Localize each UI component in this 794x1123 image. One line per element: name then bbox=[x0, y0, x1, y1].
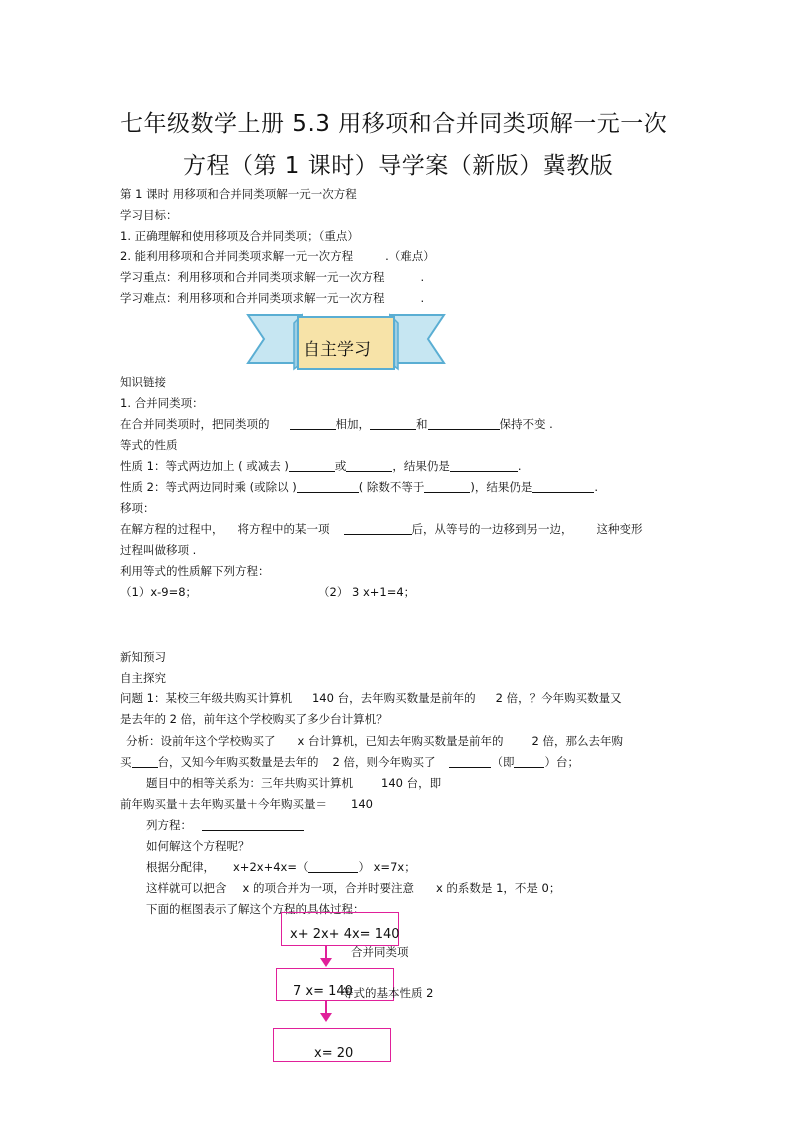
title-line-2: 方程（第 1 课时）导学案（新版）冀教版 bbox=[183, 153, 614, 179]
flow-box-1 bbox=[281, 912, 399, 946]
property-1-text: 或 bbox=[334, 459, 347, 473]
question-text: 2 倍，？今年购买数量又 bbox=[495, 691, 622, 705]
equation-2: （2） 3 x+1=4； bbox=[318, 585, 416, 599]
analysis-text: x 台计算机，已知去年购买数量是前年的 bbox=[297, 734, 504, 748]
move-rule-text: 后，从等号的一边移到另一边， bbox=[411, 522, 573, 536]
analysis-text: 买 bbox=[120, 755, 132, 769]
sum-text: 前年购买量＋去年购买量＋今年购买量＝ bbox=[120, 797, 327, 811]
equation-setup-line bbox=[146, 817, 304, 833]
difficult-point bbox=[120, 290, 424, 306]
blank[interactable] bbox=[428, 417, 500, 430]
property-2-text: 性质 2：等式两边同时乘 (或除以 ) bbox=[120, 480, 297, 494]
property-1-text: 性质 1：等式两边加上 ( 或减去 ) bbox=[120, 459, 289, 473]
analysis-text: 2 倍，则今年购买了 bbox=[332, 755, 436, 769]
merge-rule-text: 在合并同类项时，把同类项的 bbox=[120, 417, 270, 431]
blank[interactable] bbox=[450, 459, 518, 472]
blank[interactable] bbox=[424, 480, 470, 493]
difficult-point-dot: . bbox=[420, 291, 425, 305]
question-text: 140 台，去年购买数量是前年的 bbox=[311, 691, 476, 705]
property-2-text: ( 除数不等于 bbox=[358, 480, 425, 494]
blank[interactable] bbox=[344, 522, 412, 535]
move-rule-text: 将方程中的某一项 bbox=[237, 522, 330, 536]
analysis-text: 台，又知今年购买数量是去年的 bbox=[157, 755, 319, 769]
merge-rule-text: 相加， bbox=[335, 417, 370, 431]
flow-box-1-text: x+ 2x+ 4x= 140 bbox=[290, 927, 400, 942]
relation-text: 题目中的相等关系为：三年共购买计算机 bbox=[146, 776, 353, 790]
move-rule-text: 在解方程的过程中， bbox=[120, 522, 224, 536]
sum-text: 140 bbox=[351, 797, 373, 811]
blank[interactable] bbox=[370, 417, 416, 430]
flow-step-1-label: 合并同类项 bbox=[351, 945, 409, 959]
flow-box-3 bbox=[273, 1028, 391, 1062]
lesson-subtitle: 第 1 课时 用移项和合并同类项解一元一次方程 bbox=[120, 187, 357, 201]
blank[interactable] bbox=[289, 459, 335, 472]
sum-line bbox=[120, 796, 373, 812]
equation-setup-label: 列方程： bbox=[146, 818, 192, 832]
knowledge-item-1: 1. 合并同类项： bbox=[120, 396, 204, 410]
analysis-line-1 bbox=[126, 733, 623, 749]
analysis-text: 2 倍，那么去年购 bbox=[531, 734, 623, 748]
merge-note-text: x 的系数是 1，不是 0； bbox=[435, 881, 561, 895]
goal-2 bbox=[120, 248, 435, 264]
blank[interactable] bbox=[514, 755, 544, 768]
question-text: 问题 1：某校三年级共购买计算机 bbox=[120, 691, 292, 705]
relation-line bbox=[146, 775, 441, 791]
arrow-down-icon bbox=[320, 1013, 332, 1022]
property-1-text: ，结果仍是 bbox=[392, 459, 450, 473]
move-rule-end: 过程叫做移项 . bbox=[120, 543, 197, 557]
knowledge-title: 知识链接 bbox=[120, 375, 166, 389]
analysis-text: 分析：设前年这个学校购买了 bbox=[126, 734, 276, 748]
section-banner bbox=[246, 311, 446, 371]
distributive-text: 根据分配律， bbox=[146, 860, 215, 874]
goal-2-tag: .（难点） bbox=[385, 249, 435, 263]
equation-setup-blank[interactable] bbox=[202, 818, 304, 831]
flow-box-3-text: x= 20 bbox=[314, 1046, 354, 1061]
blank[interactable] bbox=[346, 459, 392, 472]
question-1-line-1 bbox=[120, 690, 622, 706]
distributive-line bbox=[146, 859, 416, 875]
flowchart-intro: 下面的框图表示了解这个方程的具体过程： bbox=[146, 902, 365, 916]
move-rule-text: 这种变形 bbox=[596, 522, 643, 536]
preview-title: 新知预习 bbox=[120, 650, 166, 664]
blank[interactable] bbox=[132, 755, 158, 768]
property-1-text: . bbox=[517, 459, 522, 473]
arrow-down-icon bbox=[320, 958, 332, 967]
blank[interactable] bbox=[532, 480, 594, 493]
explore-title: 自主探究 bbox=[120, 671, 166, 685]
how-to-solve: 如何解这个方程呢？ bbox=[146, 839, 250, 853]
question-1-line-2: 是去年的 2 倍，前年这个学校购买了多少台计算机？ bbox=[120, 712, 388, 726]
key-point bbox=[120, 269, 424, 285]
property-1-line bbox=[120, 458, 522, 474]
goal-1: 1. 正确理解和使用移项及合并同类项；（重点） bbox=[120, 229, 359, 243]
merge-note-text: 这样就可以把含 bbox=[146, 881, 227, 895]
use-property-prompt: 利用等式的性质解下列方程： bbox=[120, 564, 270, 578]
move-rule-line bbox=[120, 521, 643, 537]
property-2-text: )，结果仍是 bbox=[470, 480, 533, 494]
relation-text: 140 台，即 bbox=[381, 776, 442, 790]
goal-2-text: 2. 能利用移项和合并同类项求解一元一次方程 bbox=[120, 249, 354, 263]
blank[interactable] bbox=[290, 417, 336, 430]
distributive-text: ） x=7x； bbox=[358, 860, 416, 874]
coefficient-blank[interactable] bbox=[308, 860, 358, 873]
merge-note-text: x 的项合并为一项，合并时要注意 bbox=[242, 881, 414, 895]
key-point-text: 学习重点：利用移项和合并同类项求解一元一次方程 bbox=[120, 270, 385, 284]
blank[interactable] bbox=[449, 755, 491, 768]
analysis-text: ）台； bbox=[544, 755, 579, 769]
distributive-text: x+2x+4x=（ bbox=[233, 860, 309, 874]
flow-step-2-label: 等式的基本性质 2 bbox=[342, 986, 434, 1000]
banner-label: 自主学习 bbox=[303, 340, 371, 360]
merge-note-line bbox=[146, 880, 560, 896]
equation-1: （1）x-9=8； bbox=[120, 585, 198, 599]
difficult-point-text: 学习难点：利用移项和合并同类项求解一元一次方程 bbox=[120, 291, 385, 305]
property-2-text: . bbox=[594, 480, 599, 494]
title-line-1: 七年级数学上册 5.3 用移项和合并同类项解一元一次 bbox=[120, 111, 668, 137]
property-title: 等式的性质 bbox=[120, 438, 178, 452]
merge-rule-text: 保持不变 . bbox=[499, 417, 553, 431]
move-title: 移项： bbox=[120, 501, 155, 515]
flow-box-2-text: 7 x= 140 bbox=[293, 984, 353, 999]
goals-label: 学习目标： bbox=[120, 208, 178, 222]
merge-rule-line bbox=[120, 416, 553, 432]
blank[interactable] bbox=[297, 480, 359, 493]
analysis-text: （即 bbox=[491, 755, 515, 769]
property-2-line bbox=[120, 479, 598, 495]
key-point-dot: . bbox=[420, 270, 425, 284]
analysis-line-2 bbox=[120, 754, 579, 770]
merge-rule-text: 和 bbox=[416, 417, 428, 431]
